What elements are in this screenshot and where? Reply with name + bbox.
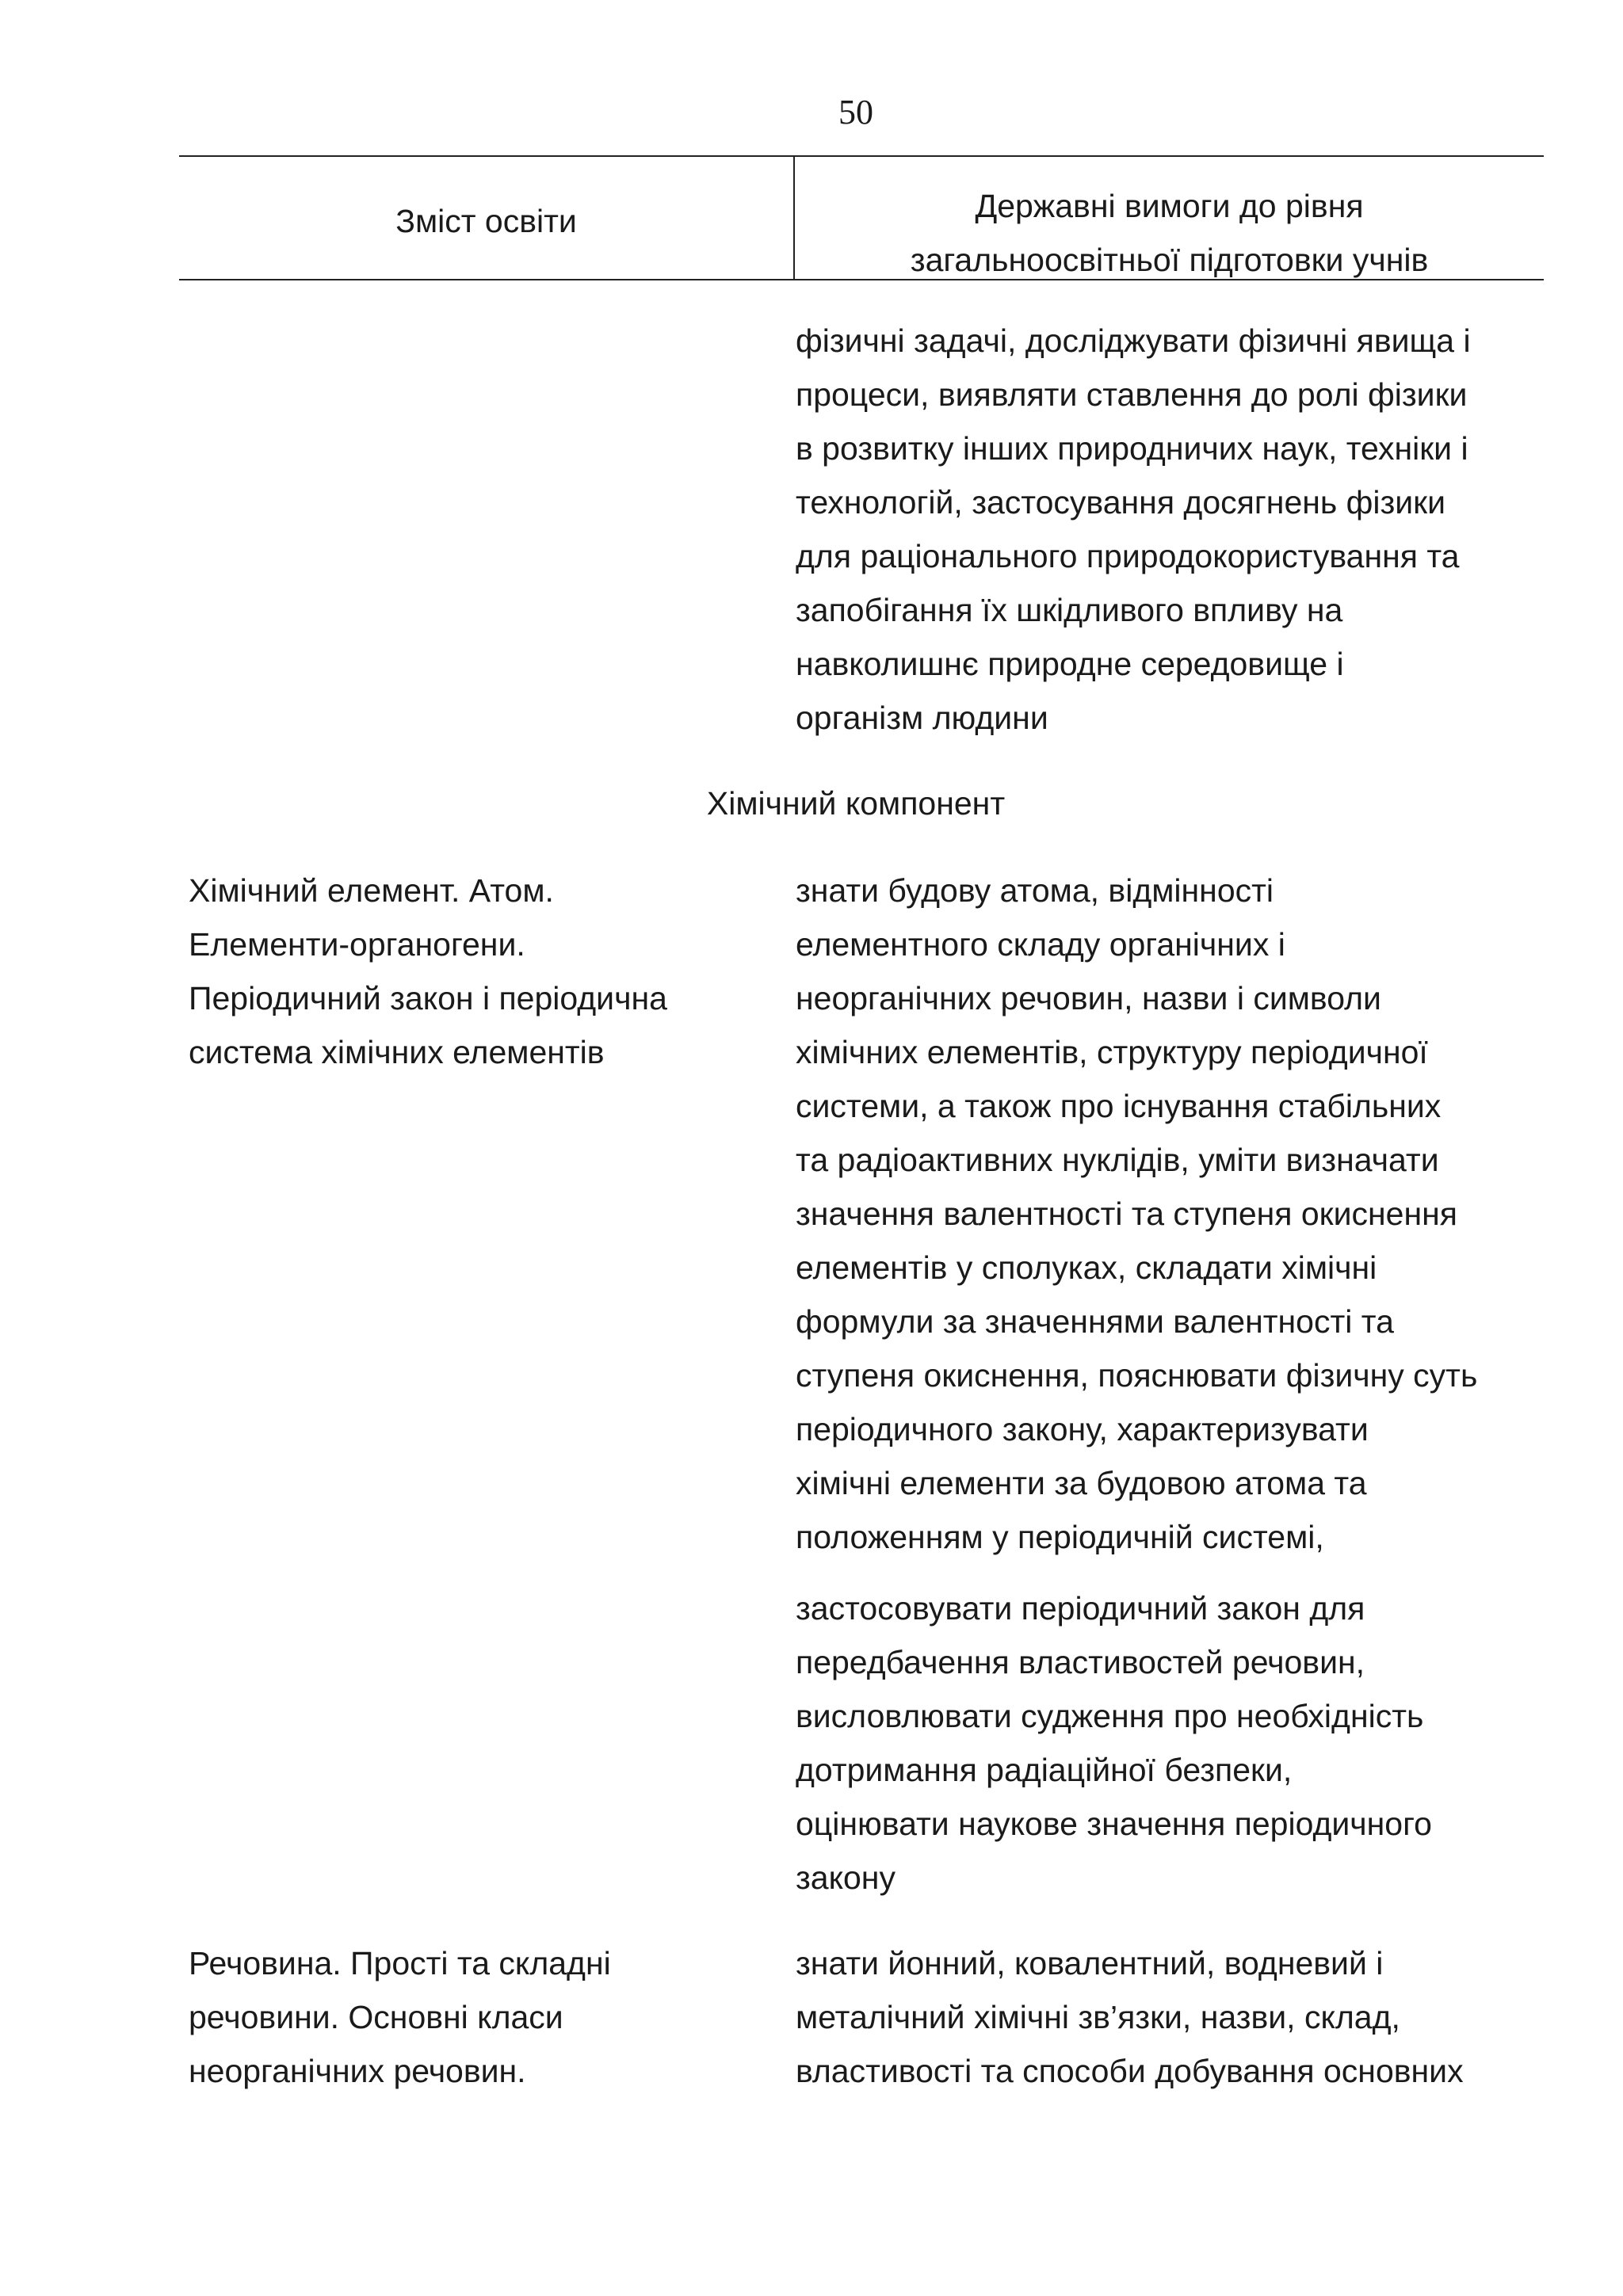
- text-line: формули за значеннями валентності та: [796, 1303, 1394, 1340]
- text-line: значення валентності та ступеня окиснення: [796, 1196, 1457, 1232]
- text-line: положенням у періодичній системі,: [796, 1519, 1324, 1555]
- text-line: дотримання радіаційної безпеки,: [796, 1752, 1293, 1788]
- text-line: процеси, виявляти ставлення до ролі фізики: [796, 376, 1468, 413]
- text-line: фізичні задачі, досліджувати фізичні явища і: [796, 322, 1471, 359]
- text-line: періодичного закону, характеризувати: [796, 1411, 1369, 1447]
- row-1-content: [189, 864, 775, 1079]
- text-line: висловлювати судження про необхідність: [796, 1698, 1424, 1734]
- text-line: знати будову атома, відмінності: [796, 872, 1274, 909]
- text-line: оцінювати наукове значення періодичного: [796, 1806, 1432, 1842]
- row-2-requirements: [796, 1936, 1549, 2098]
- text-line: ступеня окиснення, пояснювати фізичну суть: [796, 1357, 1478, 1394]
- text-line: Періодичний закон і періодична: [189, 980, 667, 1016]
- text-line: хімічні елементи за будовою атома та: [796, 1465, 1367, 1501]
- text-line: застосовувати періодичний закон для: [796, 1590, 1365, 1627]
- text-line: Хімічний елемент. Атом.: [189, 872, 554, 909]
- text-line: знати йонний, ковалентний, водневий і: [796, 1945, 1384, 1981]
- text-line: організм людини: [796, 700, 1048, 736]
- header-requirements-line: загальноосвітньої підготовки учнів: [910, 242, 1429, 278]
- text-line: властивості та способи добування основних: [796, 2053, 1464, 2089]
- text-line: неорганічних речовин, назви і символи: [796, 980, 1381, 1016]
- text-line: навколишнє природне середовище і: [796, 646, 1344, 682]
- table-header: [179, 155, 1544, 280]
- text-line: для раціонального природокористування та: [796, 538, 1460, 574]
- text-line: хімічних елементів, структуру періодичної: [796, 1034, 1428, 1070]
- text-line: та радіоактивних нуклідів, уміти визначати: [796, 1142, 1439, 1178]
- header-requirements-line: Державні вимоги до рівня: [975, 188, 1364, 224]
- text-line: запобігання їх шкідливого впливу на: [796, 592, 1343, 628]
- text-line: технологій, застосування досягнень фізики: [796, 484, 1446, 521]
- text-line: передбачення властивостей речовин,: [796, 1644, 1365, 1680]
- row-2-content: [189, 1936, 775, 2098]
- text-line: речовини. Основні класи: [189, 1999, 563, 2035]
- text-line: неорганічних речовин.: [189, 2053, 526, 2089]
- text-line: системи, а також про існування стабільних: [796, 1088, 1442, 1124]
- text-line: в розвитку інших природничих наук, техніки і: [796, 430, 1468, 467]
- row-1-requirements-part-1: [796, 864, 1549, 1564]
- page-number: 50: [838, 93, 873, 132]
- row-1-requirements-part-2: [796, 1581, 1549, 1905]
- text-line: закону: [796, 1859, 896, 1896]
- text-line: Елементи-органогени.: [189, 926, 525, 963]
- section-title: Хімічний компонент: [706, 785, 1006, 822]
- text-line: елементів у сполуках, складати хімічні: [796, 1249, 1377, 1286]
- header-content-column: Зміст освіти: [395, 203, 577, 239]
- text-line: система хімічних елементів: [189, 1034, 605, 1070]
- header-requirements-column: [795, 179, 1544, 287]
- text-line: металічний хімічні зв’язки, назви, склад,: [796, 1999, 1400, 2035]
- continuation-text: [796, 314, 1549, 745]
- text-line: елементного складу органічних і: [796, 926, 1285, 963]
- text-line: Речовина. Прості та складні: [189, 1945, 611, 1981]
